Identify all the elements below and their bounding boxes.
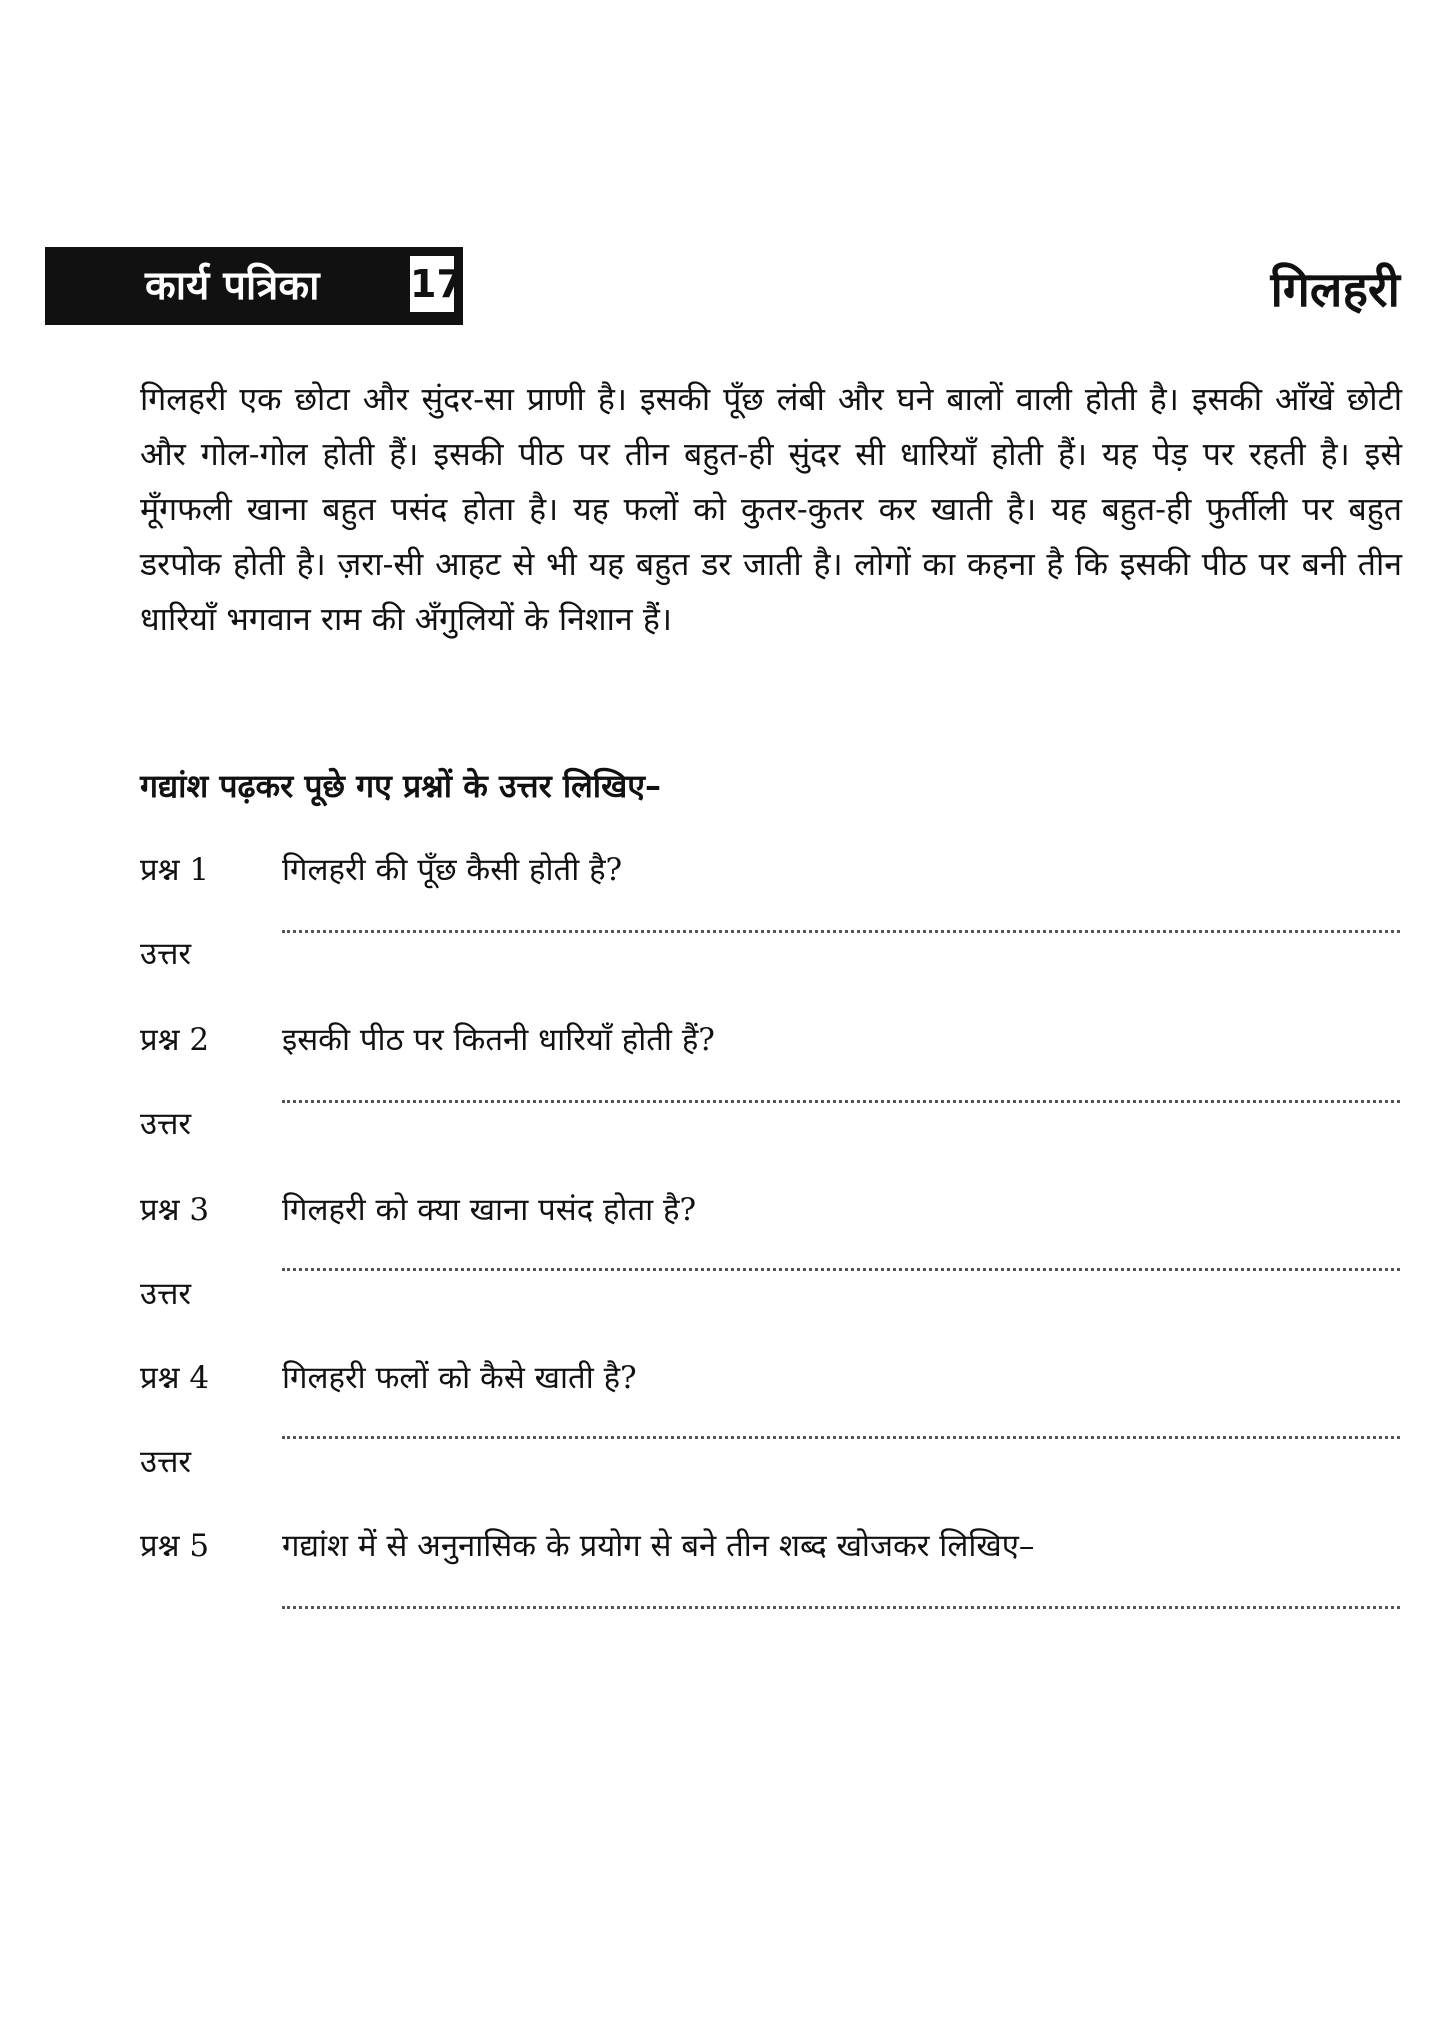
- question-label: प्रश्न 2: [140, 1022, 210, 1058]
- instruction-heading: गद्यांश पढ़कर पूछे गए प्रश्नों के उत्तर लिखिए–: [140, 767, 661, 805]
- answer-label: उत्तर: [140, 1444, 192, 1480]
- question-label: प्रश्न 1: [140, 852, 210, 888]
- question-text: गिलहरी की पूँछ कैसी होती है?: [282, 852, 623, 888]
- answer-line[interactable]: [282, 1436, 1400, 1439]
- worksheet-label: कार्य पत्रिका: [145, 263, 320, 309]
- question-label: प्रश्न 3: [140, 1192, 210, 1228]
- question-text: गिलहरी को क्या खाना पसंद होता है?: [282, 1192, 697, 1228]
- answer-label: उत्तर: [140, 1276, 192, 1312]
- answer-line[interactable]: [282, 930, 1400, 933]
- answer-line[interactable]: [282, 1606, 1400, 1609]
- question-text: गिलहरी फलों को कैसे खाती है?: [282, 1360, 637, 1396]
- answer-line[interactable]: [282, 1268, 1400, 1271]
- answer-line[interactable]: [282, 1100, 1400, 1103]
- worksheet-number: 17: [407, 253, 457, 315]
- answer-label: उत्तर: [140, 936, 192, 972]
- question-text: गद्यांश में से अनुनासिक के प्रयोग से बने तीन शब्द खोजकर लिखिए–: [282, 1528, 1035, 1564]
- answer-label: उत्तर: [140, 1106, 192, 1142]
- question-text: इसकी पीठ पर कितनी धारियाँ होती हैं?: [282, 1022, 715, 1058]
- question-label: प्रश्न 5: [140, 1528, 210, 1564]
- question-label: प्रश्न 4: [140, 1360, 210, 1396]
- reading-passage: गिलहरी एक छोटा और सुंदर-सा प्राणी है। इसकी पूँछ लंबी और घने बालों वाली होती है। इसकी आँखें छोटी और गोल-गोल होती हैं। इसकी पीठ पर तीन बहुत-ही सुंदर सी धारियाँ होती हैं। यह पेड़ पर रहती है। इसे मूँगफली खाना बहुत पसंद होता है। यह फलों को कुतर-कुतर कर खाती है। यह बहुत-ही फुर्तीली पर बहुत डरपोक होती है। ज़रा-सी आहट से भी यह बहुत डर जाती है। लोगों का कहना है कि इसकी पीठ पर बनी तीन धारियाँ भगवान राम की अँगुलियों के निशान हैं।: [140, 380, 1402, 638]
- worksheet-header-band: [45, 247, 463, 325]
- page-title: गिलहरी: [1270, 262, 1400, 318]
